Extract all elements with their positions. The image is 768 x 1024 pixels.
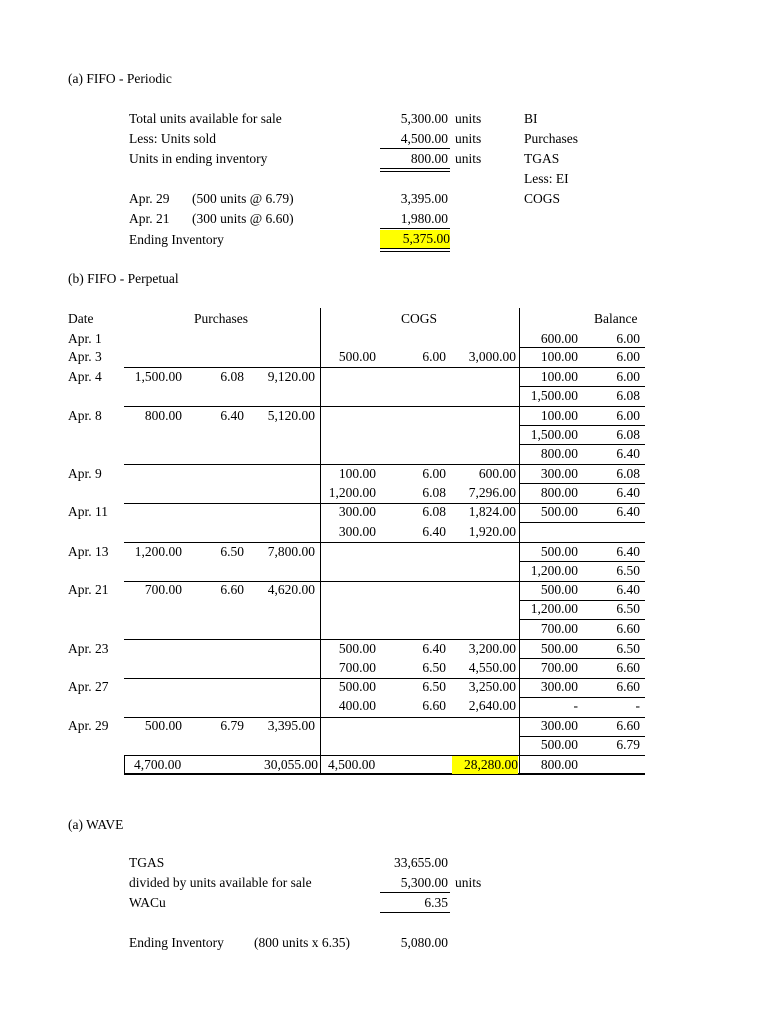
cell-bp: 6.00 (616, 369, 640, 384)
layer-date: Apr. 21 (129, 211, 170, 226)
cell-ct: 1,824.00 (468, 504, 516, 519)
cell-bq: 100.00 (540, 369, 578, 384)
cell-bq: 500.00 (540, 544, 578, 559)
cell-pp (210, 503, 244, 521)
cell-pp: 6.79 (220, 718, 244, 733)
cell-cq (322, 562, 376, 580)
cell-cp: 6.08 (422, 504, 446, 519)
cell-cq (322, 426, 376, 444)
cell-pp: 6.08 (220, 369, 244, 384)
layer-value: 1,980.00 (400, 211, 448, 226)
cell-pq (128, 640, 182, 658)
cell-pp (210, 600, 244, 618)
cell-pp (210, 697, 244, 715)
cell-bq: 1,200.00 (530, 563, 578, 578)
wave-ending-desc: (800 units x 6.35) (254, 935, 350, 950)
cell-ct: 3,000.00 (468, 349, 516, 364)
cell-ct: 3,250.00 (468, 679, 516, 694)
cell-cp (410, 407, 446, 425)
cell-ct: 3,200.00 (468, 641, 516, 656)
cell-bq: 500.00 (540, 582, 578, 597)
periodic-row-label: Less: Units sold (129, 131, 217, 146)
cell-ct (452, 543, 516, 561)
cell-bp: 6.79 (616, 737, 640, 752)
wave-ending-value: 5,080.00 (400, 935, 448, 950)
cell-bp: 6.40 (616, 504, 640, 519)
subtotal-rule (380, 148, 450, 149)
cell-bp: 6.00 (616, 331, 640, 346)
cell-pt (250, 640, 315, 658)
cell-pp (210, 445, 244, 463)
cell-cp: 6.40 (422, 641, 446, 656)
cell-bq: 500.00 (540, 504, 578, 519)
cell-cq (322, 600, 376, 618)
cell-ct (452, 717, 516, 735)
header-date: Date (68, 311, 94, 326)
subtotal-rule (380, 892, 450, 893)
cell-pt (250, 503, 315, 521)
layer-value: 3,395.00 (400, 191, 448, 206)
section-title-wave: (a) WAVE (68, 817, 124, 832)
cell-bq: 800.00 (540, 485, 578, 500)
cell-cp (410, 620, 446, 638)
cell-cq: 100.00 (338, 466, 376, 481)
cell-cp (410, 426, 446, 444)
cell-bq (520, 523, 578, 541)
cell-pq: 500.00 (144, 718, 182, 733)
cell-cp (410, 717, 446, 735)
cell-bp: 6.60 (616, 660, 640, 675)
cell-ct: 7,296.00 (468, 485, 516, 500)
cell-pt (250, 445, 315, 463)
cell-cq (322, 620, 376, 638)
cell-date: Apr. 3 (68, 349, 102, 364)
cell-pt: 3,395.00 (267, 718, 315, 733)
cell-cq (322, 330, 376, 348)
periodic-row-value: 4,500.00 (400, 131, 448, 146)
cell-cq: 400.00 (338, 698, 376, 713)
cell-cp: 6.00 (422, 349, 446, 364)
cell-date: Apr. 29 (68, 718, 109, 733)
cell-cq: 300.00 (338, 504, 376, 519)
cell-ct (452, 426, 516, 444)
cell-pp (210, 348, 244, 366)
cell-bq: 700.00 (540, 621, 578, 636)
cell-date: Apr. 13 (68, 544, 109, 559)
cell-bq: 600.00 (540, 331, 578, 346)
cell-pq (128, 600, 182, 618)
cell-cq (322, 368, 376, 386)
cell-pp (210, 387, 244, 405)
cell-pq (128, 484, 182, 502)
cell-date: Apr. 21 (68, 582, 109, 597)
cell-ct (452, 620, 516, 638)
cell-pq: 800.00 (144, 408, 182, 423)
cell-bq: 1,200.00 (530, 601, 578, 616)
cell-cq (322, 387, 376, 405)
cell-pp: 6.50 (220, 544, 244, 559)
cell-cp (410, 387, 446, 405)
cell-bp: 6.00 (616, 349, 640, 364)
wave-row-value: 33,655.00 (394, 855, 448, 870)
wave-row-value: 5,300.00 (400, 875, 448, 890)
cell-cq (322, 581, 376, 599)
cell-cq (322, 543, 376, 561)
cell-cp: 6.00 (422, 466, 446, 481)
cell-cq: 1,200.00 (328, 485, 376, 500)
section-title-fifo-periodic: (a) FIFO - Periodic (68, 71, 172, 86)
cell-bq: 300.00 (540, 718, 578, 733)
cell-bq: 1,500.00 (530, 427, 578, 442)
cell-bp: 6.40 (616, 446, 640, 461)
cell-bp: 6.08 (616, 466, 640, 481)
periodic-row-label: Total units available for sale (129, 111, 282, 126)
cell-pp: 6.60 (220, 582, 244, 597)
cell-pq (128, 562, 182, 580)
cell-pt (250, 348, 315, 366)
cell-cp (410, 736, 446, 754)
cell-pp (210, 620, 244, 638)
cell-cq: 500.00 (338, 349, 376, 364)
cell-date: Apr. 27 (68, 679, 109, 694)
double-rule-bottom (380, 171, 450, 172)
header-balance: Balance (594, 311, 638, 326)
total-balance-qty: 800.00 (540, 757, 578, 772)
double-rule-top (380, 248, 450, 249)
side-label-cogs: COGS (524, 191, 561, 206)
cell-cq (322, 407, 376, 425)
cell-pp (210, 562, 244, 580)
cell-ct (452, 368, 516, 386)
wave-ending-label: Ending Inventory (129, 935, 224, 950)
double-rule-top (380, 168, 450, 169)
ending-inventory-label: Ending Inventory (129, 232, 224, 247)
cell-bp: 6.50 (616, 641, 640, 656)
cell-pt: 9,120.00 (267, 369, 315, 384)
cell-pt (250, 678, 315, 696)
subtotal-rule (380, 228, 450, 229)
cell-cp (410, 581, 446, 599)
cell-cp: 6.50 (422, 660, 446, 675)
cell-ct (452, 600, 516, 618)
cell-pp (210, 465, 244, 483)
cell-pq (128, 523, 182, 541)
cell-pq (128, 678, 182, 696)
cell-cq: 300.00 (338, 524, 376, 539)
cell-bp: 6.60 (616, 679, 640, 694)
cell-cq: 500.00 (338, 679, 376, 694)
cell-pt (250, 465, 315, 483)
section-title-fifo-perpetual: (b) FIFO - Perpetual (68, 271, 179, 286)
cell-pq (128, 426, 182, 444)
cell-cq: 500.00 (338, 641, 376, 656)
cell-cp: 6.40 (422, 524, 446, 539)
cell-ct (452, 581, 516, 599)
cell-bq: - (573, 698, 578, 713)
cell-ct (452, 445, 516, 463)
cell-bq: 1,500.00 (530, 388, 578, 403)
side-label-less-ei: Less: EI (524, 171, 569, 186)
cell-pq (128, 620, 182, 638)
side-label-tgas: TGAS (524, 151, 560, 166)
cell-ct (452, 387, 516, 405)
cell-cp: 6.08 (422, 485, 446, 500)
cell-bp: 6.50 (616, 601, 640, 616)
cell-bp: 6.60 (616, 718, 640, 733)
total-rule (380, 912, 450, 913)
cell-bp: 6.40 (616, 544, 640, 559)
cell-pt: 5,120.00 (267, 408, 315, 423)
cell-pt (250, 484, 315, 502)
cell-cq (322, 717, 376, 735)
periodic-row-unit: units (455, 151, 482, 166)
header-purchases: Purchases (194, 311, 248, 326)
cell-pq (128, 465, 182, 483)
total-cogs-amount-highlighted: 28,280.00 (452, 756, 518, 774)
total-purchase-amount: 30,055.00 (264, 757, 318, 772)
cell-ct: 600.00 (478, 466, 516, 481)
side-label-purchases: Purchases (524, 131, 578, 146)
cell-pt (250, 736, 315, 754)
cell-bq: 100.00 (540, 349, 578, 364)
cell-cq (322, 736, 376, 754)
cell-bp: 6.50 (616, 563, 640, 578)
cell-bp (600, 523, 640, 541)
cell-pt (250, 387, 315, 405)
cell-pp (210, 426, 244, 444)
cell-bp: 6.60 (616, 621, 640, 636)
cell-pq (128, 503, 182, 521)
ending-inventory-value-highlighted: 5,375.00 (380, 230, 450, 248)
cell-date: Apr. 1 (68, 331, 102, 346)
cell-pq (128, 697, 182, 715)
cell-ct (452, 736, 516, 754)
periodic-row-label: Units in ending inventory (129, 151, 268, 166)
layer-date: Apr. 29 (129, 191, 170, 206)
cell-ct: 4,550.00 (468, 660, 516, 675)
cell-cp (410, 368, 446, 386)
cell-bq: 800.00 (540, 446, 578, 461)
wave-row-value: 6.35 (424, 895, 448, 910)
cell-pp: 6.40 (220, 408, 244, 423)
cell-pq: 700.00 (144, 582, 182, 597)
cell-pt (250, 330, 315, 348)
cell-pq (128, 387, 182, 405)
layer-desc: (300 units @ 6.60) (192, 211, 294, 226)
cell-pt: 7,800.00 (267, 544, 315, 559)
cell-pt: 4,620.00 (267, 582, 315, 597)
cell-bq: 300.00 (540, 466, 578, 481)
cell-ct: 1,920.00 (468, 524, 516, 539)
cell-pq (128, 445, 182, 463)
cell-pq (128, 348, 182, 366)
cell-cp (410, 330, 446, 348)
cell-ct (452, 330, 516, 348)
cell-pp (210, 523, 244, 541)
layer-desc: (500 units @ 6.79) (192, 191, 294, 206)
cell-cp: 6.60 (422, 698, 446, 713)
cell-bp: 6.08 (616, 427, 640, 442)
side-label-bi: BI (524, 111, 538, 126)
cell-date: Apr. 9 (68, 466, 102, 481)
periodic-row-value: 5,300.00 (400, 111, 448, 126)
cell-pt (250, 426, 315, 444)
cell-pt (250, 697, 315, 715)
cell-date: Apr. 11 (68, 504, 108, 519)
cell-bq: 700.00 (540, 660, 578, 675)
cell-pp (210, 484, 244, 502)
header-cogs: COGS (401, 311, 438, 326)
cell-cp (410, 562, 446, 580)
cell-bp: 6.40 (616, 485, 640, 500)
cell-bq: 300.00 (540, 679, 578, 694)
wave-row-label: divided by units available for sale (129, 875, 312, 890)
cell-bq: 500.00 (540, 737, 578, 752)
cell-date: Apr. 4 (68, 369, 102, 384)
cell-pq (128, 736, 182, 754)
cell-bp: 6.00 (616, 408, 640, 423)
cell-cp: 6.50 (422, 679, 446, 694)
periodic-row-unit: units (455, 131, 482, 146)
cell-pp (210, 659, 244, 677)
cell-date: Apr. 8 (68, 408, 102, 423)
cell-pp (210, 640, 244, 658)
cell-bp: 6.08 (616, 388, 640, 403)
wave-row-unit: units (455, 875, 482, 890)
cell-pt (250, 562, 315, 580)
cell-pt (250, 659, 315, 677)
cell-date: Apr. 23 (68, 641, 109, 656)
periodic-row-value: 800.00 (410, 151, 448, 166)
cell-pp (210, 678, 244, 696)
cell-cq: 700.00 (338, 660, 376, 675)
cell-cp (410, 445, 446, 463)
cell-pq (128, 659, 182, 677)
total-purchase-qty: 4,700.00 (134, 757, 182, 772)
cell-bq: 500.00 (540, 641, 578, 656)
cell-pp (210, 330, 244, 348)
cell-pq: 1,200.00 (134, 544, 182, 559)
periodic-row-unit: units (455, 111, 482, 126)
cell-pt (250, 523, 315, 541)
wave-row-label: WACu (129, 895, 166, 910)
cell-cp (410, 600, 446, 618)
cell-pq: 1,500.00 (134, 369, 182, 384)
double-rule-bottom (380, 251, 450, 252)
cell-ct (452, 562, 516, 580)
cell-pt (250, 600, 315, 618)
cell-pp (210, 736, 244, 754)
cell-bq: 100.00 (540, 408, 578, 423)
cell-pq (128, 330, 182, 348)
cell-bp: - (635, 698, 640, 713)
column-divider-purchases-cogs (320, 308, 321, 774)
total-cogs-qty: 4,500.00 (328, 757, 376, 772)
cell-ct (452, 407, 516, 425)
cell-bp: 6.40 (616, 582, 640, 597)
cell-ct: 2,640.00 (468, 698, 516, 713)
cell-cp (410, 543, 446, 561)
cell-cq (322, 445, 376, 463)
totals-left-border (124, 756, 125, 774)
cell-pt (250, 620, 315, 638)
wave-row-label: TGAS (129, 855, 165, 870)
